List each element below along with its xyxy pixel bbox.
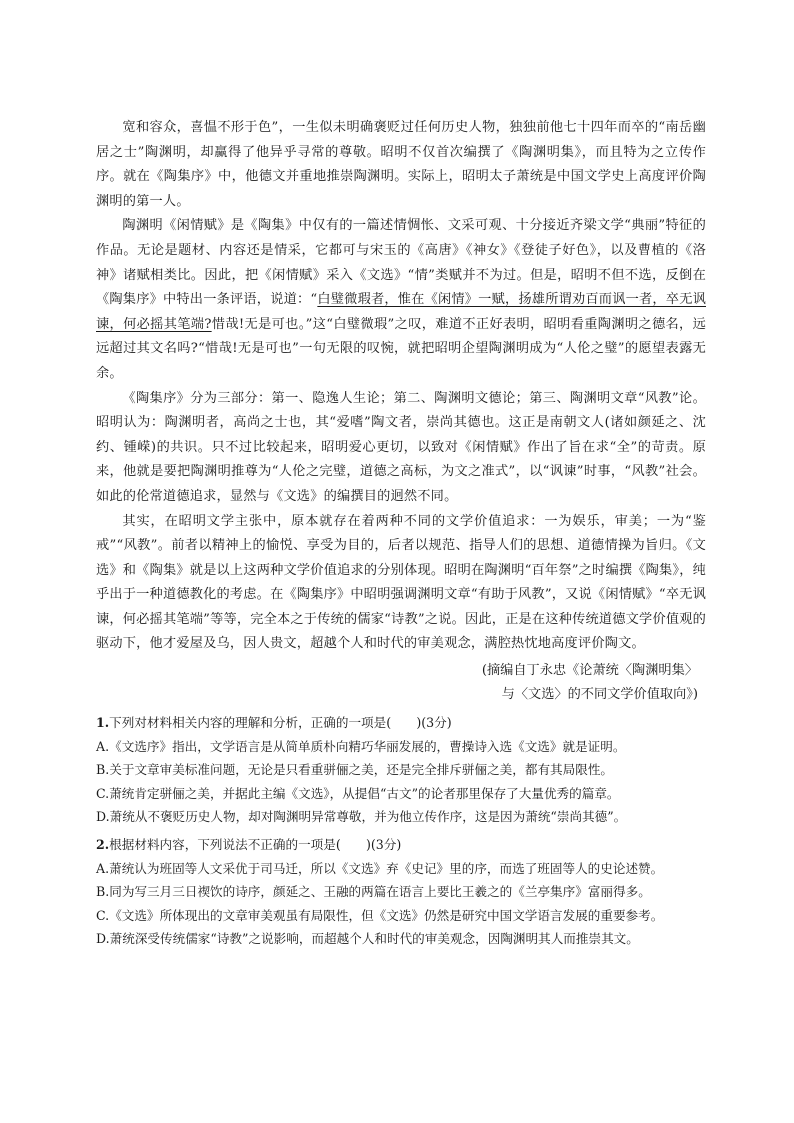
question-number: 1.	[96, 715, 110, 731]
document-page	[96, 116, 706, 951]
option-d[interactable]: D.萧统从不褒贬历史人物，却对陶渊明异常尊敬，并为他立传作序，这是因为萧统“崇尚其德”。	[96, 809, 627, 825]
source-line-1: (摘编自丁永忠《论萧统〈陶渊明集〉	[481, 663, 698, 679]
question-text: 下列对材料相关内容的理解和分析，正确的一项是( )(3分)	[109, 715, 452, 731]
passage-paragraph-2	[96, 214, 706, 386]
question-stem	[96, 833, 706, 857]
option-c[interactable]: C.萧统肯定骈俪之美，并据此主编《文选》，从提倡“古文”的论者那里保存了大量优秀的篇章。	[96, 785, 620, 801]
passage-paragraph-2-part-a: 陶渊明《闲情赋》是《陶集》中仅有的一篇述情惆怅、文采可观、十分接近齐梁文学“典丽”特征的作品。无论是题材、内容还是情采，它都可与宋玉的《高唐》《神女》《登徒子好色》，以及曹植的《洛神》诸赋相类比。因此，把《闲情赋》采入《文选》“情”类赋并不为过。但是，昭明不但不选，反倒在《陶集序》中特出一条评语，说道：“	[96, 218, 706, 308]
option-b[interactable]: B.同为写三月三日禊饮的诗序，颜延之、王融的两篇在语言上要比王羲之的《兰亭集序》富丽得多。	[96, 884, 651, 900]
passage-paragraph-3: 《陶集序》分为三部分：第一、隐逸人生论；第二、陶渊明文德论；第三、陶渊明文章“风教”论。昭明认为：陶渊明者，高尚之士也，其“爱嗜”陶文者，崇尚其德也。这正是南朝文人(诸如颜延之、沈约、锺嵘)的共识。只不过比较起来，昭明爱心更切，以致对《闲情赋》作出了旨在求“全”的苛责。原来，他就是要把陶渊明推尊为“人伦之完璧，道德之高标，为文之准式”，以“讽谏”时事，“风教”社会。如此的伦常道德追求，显然与《文选》的编撰目的迥然不同。	[96, 390, 706, 504]
source-line-2: 与〈文选〉的不同文学价值取向》)	[501, 687, 698, 703]
option-b[interactable]: B.关于文章审美标准问题，无论是只看重骈俪之美，还是完全排斥骈俪之美，都有其局限性。	[96, 762, 614, 778]
option-d[interactable]: D.萧统深受传统儒家“诗教”之说影响，而超越个人和时代的审美观念，因陶渊明其人而推崇其文。	[96, 931, 639, 947]
option-c[interactable]: C.《文选》所体现出的文章审美观虽有局限性，但《文选》仍然是研究中国文学语言发展的重要参考。	[96, 907, 664, 923]
passage-paragraph-1: 宽和容众，喜愠不形于色”，一生似未明确褒贬过任何历史人物，独独前他七十四年而卒的“南岳幽居之士”陶渊明，却赢得了他异乎寻常的尊敬。昭明不仅首次编撰了《陶渊明集》，而且特为之立传作序。就在《陶集序》中，他德文并重地推崇陶渊明。实际上，昭明太子萧统是中国文学史上高度评价陶渊明的第一人。	[96, 120, 706, 209]
option-a[interactable]: A.萧统认为班固等人文采优于司马迁，所以《文选》弃《史记》里的序，而选了班固等人的史论述赞。	[96, 860, 664, 876]
source-citation	[96, 659, 706, 707]
question-text: 根据材料内容，下列说法不正确的一项是( )(3分)	[109, 837, 402, 853]
option-a[interactable]: A.《文选序》指出，文学语言是从简单质朴向精巧华丽发展的，曹操诗入选《文选》就是证明。	[96, 738, 626, 754]
question-stem	[96, 711, 706, 735]
question-2	[96, 833, 706, 951]
passage-paragraph-4: 其实，在昭明文学主张中，原本就存在着两种不同的文学价值追求：一为娱乐，审美；一为“鉴戒”“风教”。前者以精神上的愉悦、享受为目的，后者以规范、指导人们的思想、道德情操为旨归。《文选》和《陶集》就是以上这两种文学价值追求的分别体现。昭明在陶渊明“百年祭”之时编撰《陶集》，纯乎出于一种道德教化的考虑。在《陶集序》中昭明强调渊明文章“有助于风教”，又说《闲情赋》“卒无讽谏，何必摇其笔端”等等，完全本之于传统的儒家“诗教”之说。因此，正是在这种传统道德文学价值观的驱动下，他才爱屋及乌，因人贵文，超越个人和时代的审美观念，满腔热忱地高度评价陶文。	[96, 513, 706, 652]
question-1	[96, 711, 706, 829]
question-number: 2.	[96, 837, 110, 853]
passage-underlined-quote: 白璧微瑕者，惟在《闲情》一赋，扬雄所谓劝百而讽一者，卒无讽谏，何必摇其笔端?	[96, 292, 706, 332]
passage-paragraph-2-part-b: 惜哉!无是可也。”这“白璧微瑕”之叹，难道不正好表明，昭明看重陶渊明之德名，远远超过其文名吗?“惜哉!无是可也”一句无限的叹惋，就把昭明企望陶渊明成为“人伦之璧”的愿望表露无余。	[96, 316, 706, 381]
